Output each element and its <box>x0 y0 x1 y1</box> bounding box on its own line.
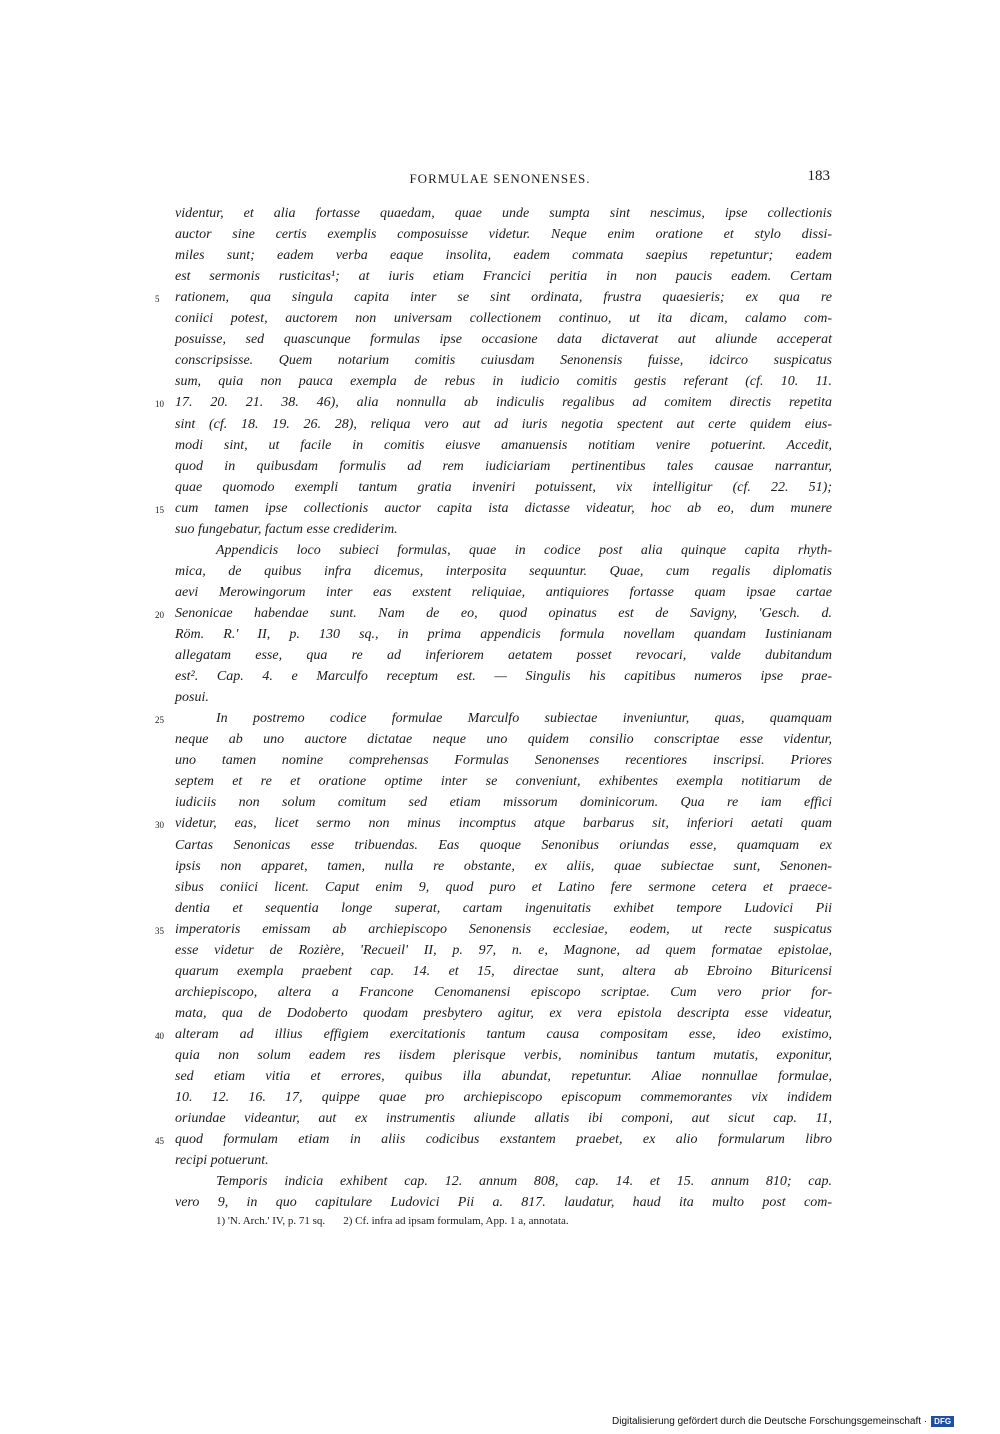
text-line: quarum exempla praebent cap. 14. et 15, directae sunt, altera ab Ebroino Bituricensi <box>175 963 832 979</box>
text-line: 10. 12. 16. 17, quippe quae pro archiepiscopo episcopum commemorantes vix indidem <box>175 1090 832 1106</box>
line-number: 10 <box>155 399 164 410</box>
line-number: 5 <box>155 294 160 305</box>
line-number: 30 <box>155 820 164 831</box>
text-line: quod formulam etiam in aliis codicibus exstantem praebet, ex alio formularum libro <box>175 1132 832 1148</box>
text-line: suo fungebatur, factum esse crediderim. <box>175 521 398 537</box>
text-line: mata, qua de Dodoberto quodam presbytero agitur, ex vera epistola descripta esse videatur, <box>175 1005 832 1021</box>
text-line: mica, de quibus infra dicemus, interposita sequuntur. Quae, cum regalis diplomatis <box>175 563 832 579</box>
text-line: quod in quibusdam formulis ad rem iudiciariam pertinentibus tales causae narrantur, <box>175 458 832 474</box>
text-line: est². Cap. 4. e Marculfo receptum est. — Singulis his capitibus numeros ipse prae- <box>175 669 832 685</box>
text-line: posui. <box>175 690 209 706</box>
text-line: dentia et sequentia longe superat, cartam ingenuitatis exhibet tempore Ludovici Pii <box>175 900 832 916</box>
text-line: recipi potuerunt. <box>175 1153 269 1169</box>
text-line: aevi Merowingorum inter eas exstent reliquiae, antiquiores fortasse quam ipsae cartae <box>175 584 832 600</box>
text-line: auctor sine certis exemplis composuisse videtur. Neque enim oratione et stylo dissi- <box>175 227 832 243</box>
text-line: est sermonis rusticitas¹; at iuris etiam Francici peritia in non paucis eadem. Certam <box>175 269 832 285</box>
dfg-logo: DFG <box>931 1416 954 1427</box>
text-line: quia non solum eadem res iisdem plerisque verbis, nominibus tantum mutatis, exponitur, <box>175 1048 832 1063</box>
text-line: videntur, et alia fortasse quaedam, quae unde sumpta sint nescimus, ipse collectionis <box>175 206 832 221</box>
line-number: 20 <box>155 609 164 620</box>
page-header-title: FORMULAE SENONENSES. <box>409 171 591 186</box>
text-line: esse videtur de Rozière, 'Recueil' II, p. 97, n. e, Magnone, ad quem formatae epistolae, <box>175 942 832 958</box>
digitization-credit <box>612 1416 954 1427</box>
text-line: imperatoris emissam ab archiepiscopo Senonensis ecclesiae, eodem, ut recte suspicatus <box>175 921 832 937</box>
line-number: 25 <box>155 715 164 726</box>
text-line: Cartas Senonicas esse tribuendas. Eas quoque Senonibus oriundas esse, quamquam ex <box>175 837 832 853</box>
text-line: modi sint, ut facile in comitis eiusve amanuensis notitiam venire potuerint. Accedit, <box>175 437 832 453</box>
text-line: vero 9, in quo capitulare Ludovici Pii a. 817. laudatur, haud ita multo post com- <box>175 1195 832 1211</box>
footnote-2: 2) Cf. infra ad ipsam formulam, App. 1 a, annotata. <box>343 1215 569 1227</box>
credit-text: Digitalisierung gefördert durch die Deutsche Forschungsgemeinschaft · <box>612 1416 928 1427</box>
text-line: Temporis indicia exhibent cap. 12. annum 808, cap. 14. et 15. annum 810; cap. <box>216 1174 832 1190</box>
text-line: sed etiam vitia et errores, quibus illa abundat, repetuntur. Aliae nonnullae formulae, <box>175 1069 832 1085</box>
text-line: ipsis non apparet, tamen, nulla re obstante, ex aliis, quae subiectae sunt, Senonen- <box>175 858 832 874</box>
footnote-1: 1) 'N. Arch.' IV, p. 71 sq. <box>216 1215 326 1227</box>
text-line: 17. 20. 21. 38. 46), alia nonnulla ab indiculis regalibus ad comitem directis repetita <box>175 395 832 411</box>
text-line: In postremo codice formulae Marculfo subiectae inveniuntur, quas, quamquam <box>216 711 832 727</box>
text-line: Senonicae habendae sunt. Nam de eo, quod opinatus est de Savigny, 'Gesch. d. <box>175 605 832 621</box>
text-line: miles sunt; eadem verba eaque insolita, eadem commata saepius repetuntur; eadem <box>175 248 832 264</box>
text-line: quae quomodo exempli tantum gratia inveniri potuissent, vix intelligitur (cf. 22. 51); <box>175 479 832 495</box>
text-line: alteram ad illius effigiem exercitationis tantum causa compositam esse, ideo existimo, <box>175 1026 832 1042</box>
text-line: Appendicis loco subieci formulas, quae in codice post alia quinque capita rhyth- <box>216 542 832 558</box>
text-line: posuisse, sed quascunque formulas ipse occasione data dictaverat aut aliunde acceperat <box>175 332 832 348</box>
text-line: sibus coniici licent. Caput enim 9, quod puro et Latino fere sermone cetera et praece- <box>175 879 832 895</box>
text-line: sum, quia non pauca exempla de rebus in iudicio comitis gestis referant (cf. 10. 11. <box>175 374 832 390</box>
text-line: coniici potest, auctorem non universam collectionem continuo, ut ita dicam, calamo com- <box>175 311 832 327</box>
text-line: iudiciis non solum comitum sed etiam missorum dominicorum. Qua re iam effici <box>175 795 832 811</box>
text-line: conscripsisse. Quem notarium comitis cuiusdam Senonensis fuisse, idcirco suspicatus <box>175 353 832 369</box>
line-number: 45 <box>155 1136 164 1147</box>
text-line: septem et re et oratione optime inter se conveniunt, exhibentes exempla notitiarum de <box>175 774 832 790</box>
text-line: cum tamen ipse collectionis auctor capita ista dictasse videatur, hoc ab eo, dum munere <box>175 500 832 516</box>
text-line: Röm. R.' II, p. 130 sq., in prima appendicis formula novellam quandam Iustinianam <box>175 627 832 642</box>
page-number: 183 <box>807 168 830 184</box>
text-line: sint (cf. 18. 19. 26. 28), reliqua vero aut ad iuris negotia spectent aut certe quidem eius- <box>175 416 832 432</box>
text-line: oriundae videantur, aut ex instrumentis aliunde allatis ibi componi, aut sicut cap. 11, <box>175 1111 832 1127</box>
text-line: archiepiscopo, altera a Francone Cenomanensi episcopo scriptae. Cum vero prior for- <box>175 984 832 1000</box>
text-line: allegatam esse, qua re ad inferiorem aetatem posset revocari, valde dubitandum <box>175 648 832 664</box>
line-number: 40 <box>155 1030 164 1041</box>
text-line: rationem, qua singula capita inter se sint ordinata, frustra quaesieris; ex qua re <box>175 290 832 306</box>
line-number: 35 <box>155 925 164 936</box>
text-line: neque ab uno auctore dictatae neque uno quidem consilio conscriptae esse videntur, <box>175 732 832 748</box>
text-line: videtur, eas, licet sermo non minus incomptus atque barbarus sit, inferiori aetati quam <box>175 816 832 832</box>
line-number: 15 <box>155 504 164 515</box>
text-line: uno tamen nomine comprehensas Formulas Senonenses recentiores inscripsi. Priores <box>175 753 832 769</box>
footnotes <box>216 1215 569 1227</box>
